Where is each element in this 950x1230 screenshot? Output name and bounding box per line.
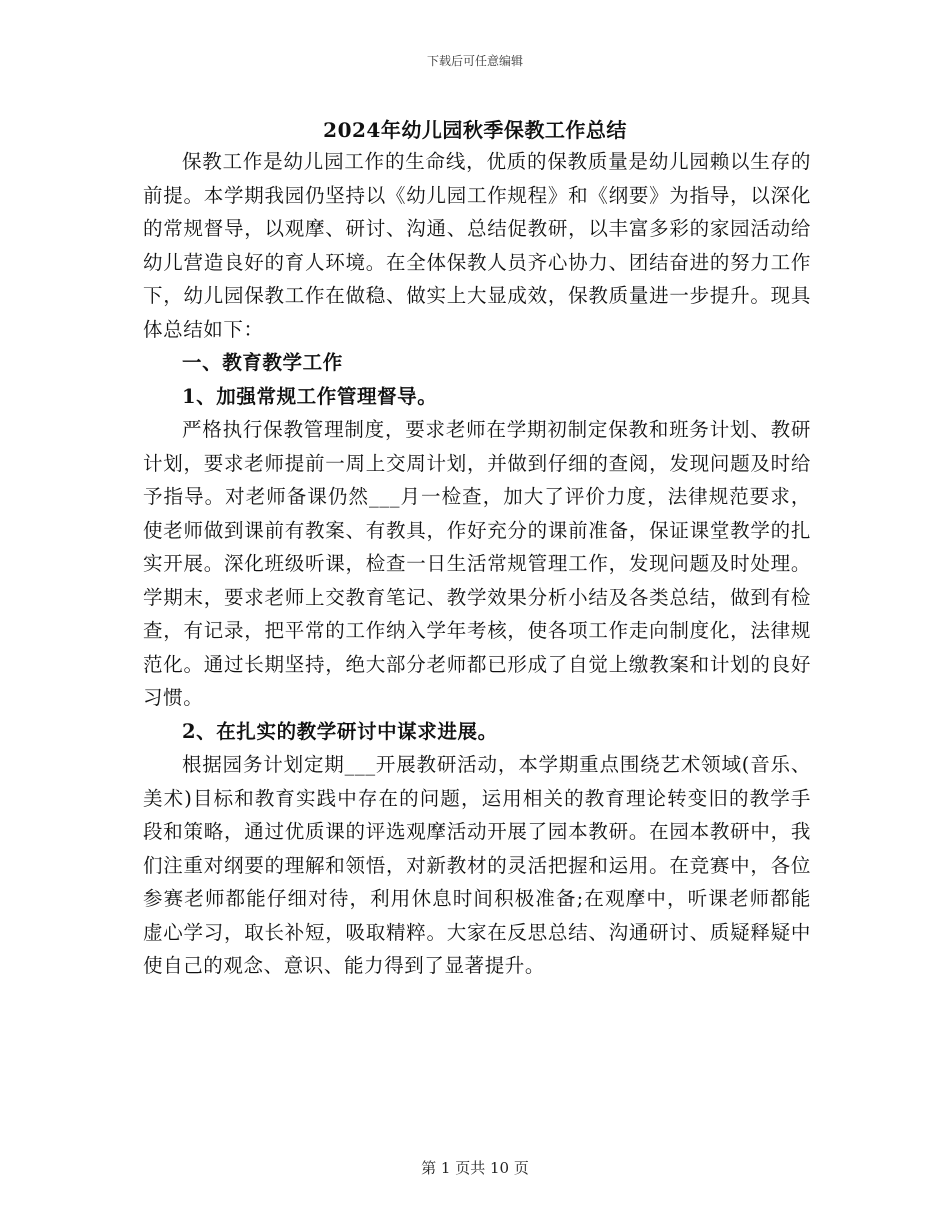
- section-heading-education: 一、教育教学工作: [182, 351, 343, 374]
- paragraph-routine-management: 严格执行保教管理制度，要求老师在学期初制定保教和班务计划、教研计划，要求老师提前一周上交周计划，并做到仔细的查阅，发现问题及时给予指导。对老师备课仍然___月一检查，加大了评价力度，法律规范要求，使老师做到课前有教案、有教具，作好充分的课前准备，保证课堂教学的扎实开展。深化班级听课，检查一日生活常规管理工作，发现问题及时处理。学期末，要求老师上交教育笔记、教学效果分析小结及各类总结，做到有检查，有记录，把平常的工作纳入学年考核，使各项工作走向制度化，法律规范化。通过长期坚持，绝大部分老师都已形成了自觉上缴教案和计划的良好习惯。: [143, 418, 811, 709]
- document-title: 2024年幼儿园秋季保教工作总结: [323, 118, 627, 142]
- document-body: [143, 145, 811, 983]
- subheading-teaching-research: 2、在扎实的教学研讨中谋求进展。: [182, 719, 498, 743]
- subheading-routine-management: 1、加强常规工作管理督导。: [182, 384, 438, 408]
- intro-paragraph: 保教工作是幼儿园工作的生命线，优质的保教质量是幼儿园赖以生存的前提。本学期我园仍坚持以《幼儿园工作规程》和《纲要》为指导，以深化的常规督导，以观摩、研讨、沟通、总结促教研，以丰富多彩的家园活动给幼儿营造良好的育人环境。在全体保教人员齐心协力、团结奋进的努力工作下，幼儿园保教工作在做稳、做实上大显成效，保教质量进一步提升。现具体总结如下：: [143, 150, 811, 341]
- paragraph-teaching-research: 根据园务计划定期___开展教研活动，本学期重点围绕艺术领域(音乐、美术)目标和教育实践中存在的问题，运用相关的教育理论转变旧的教学手段和策略，通过优质课的评选观摩活动开展了园本教研。在园本教研中，我们注重对纲要的理解和领悟，对新教材的灵活把握和运用。在竞赛中，各位参赛老师都能仔细对待，利用休息时间积极准备;在观摩中，听课老师都能虚心学习，取长补短，吸取精粹。大家在反思总结、沟通研讨、质疑释疑中使自己的观念、意识、能力得到了显著提升。: [143, 753, 811, 977]
- header-note: 下载后可任意编辑: [426, 54, 523, 68]
- page-number-footer: 第 1 页共 10 页: [421, 1159, 529, 1177]
